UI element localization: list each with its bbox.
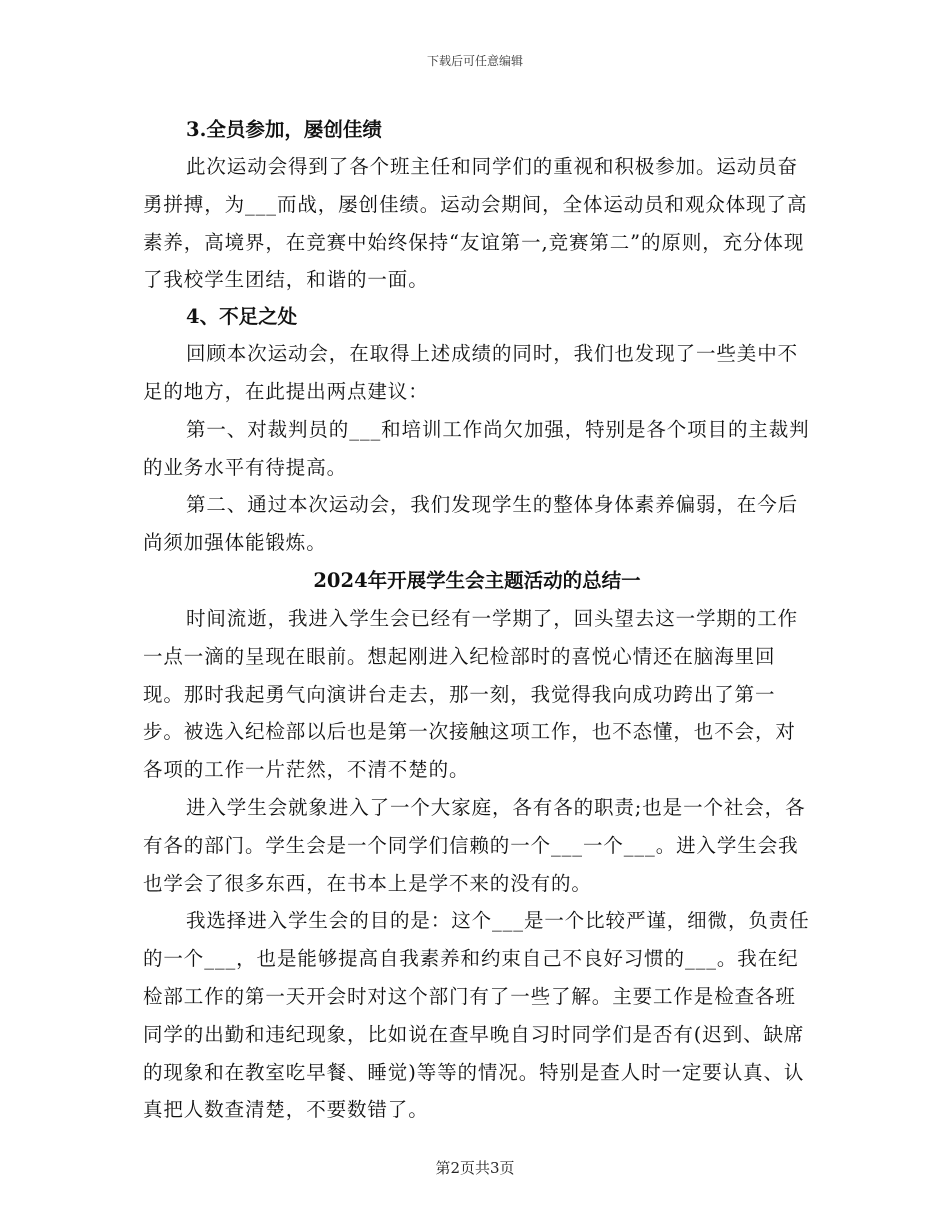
article-paragraph-1: 时间流逝，我进入学生会已经有一学期了，回头望去这一学期的工作一点一滴的呈现在眼前。想起刚进入纪检部时的喜悦心情还在脑海里回现。那时我起勇气向演讲台走去，那一刻，我觉得我向成功跨出了第一步。被选入纪检部以后也是第一次接触这项工作，也不态懂，也不会，对各项的工作一片茫然，不清不楚的。	[143, 606, 799, 782]
article-title: 2024年开展学生会主题活动的总结一	[313, 568, 641, 592]
article-paragraph-2: 进入学生会就象进入了一个大家庭，各有各的职责;也是一个社会，各有各的部门。学生会是一个同学们信赖的一个___一个___。进入学生会我也学会了很多东西，在书本上是学不来的没有的。	[143, 795, 806, 895]
page-header: 下载后可任意编辑	[426, 54, 523, 68]
section-4-paragraph-3: 第二、通过本次运动会，我们发现学生的整体身体素养偏弱，在今后尚须加强体能锻炼。	[143, 493, 799, 555]
document-body	[143, 112, 811, 1129]
section-4-paragraph-2: 第一、对裁判员的___和培训工作尚欠加强，特别是各个项目的主裁判的业务水平有待提高。	[143, 417, 810, 479]
section-heading-3: 3.全员参加，屡创佳绩	[186, 118, 382, 141]
section-3-paragraph: 此次运动会得到了各个班主任和同学们的重视和积极参加。运动员奋勇拼搏，为___而战，屡创佳绩。运动会期间，全体运动员和观众体现了高素养，高境界，在竞赛中始终保持“友谊第一,竞赛第二”的原则，充分体现了我校学生团结，和谐的一面。	[143, 155, 808, 292]
article-paragraph-3: 我选择进入学生会的目的是：这个___是一个比较严谨，细微，负责任的一个___，也是能够提高自我素养和约束自己不良好习惯的___。我在纪检部工作的第一天开会时对这个部门有了一些了解。主要工作是检查各班同学的出勤和违纪现象，比如说在查早晚自习时同学们是否有(迟到、缺席的现象和在教室吃早餐、睡觉)等等的情况。特别是查人时一定要认真、认真把人数查清楚，不要数错了。	[143, 909, 810, 1122]
section-4-paragraph-1: 回顾本次运动会，在取得上述成绩的同时，我们也发现了一些美中不足的地方，在此提出两点建议：	[143, 342, 799, 403]
page-number: 第2页共3页	[435, 1159, 515, 1177]
section-heading-4: 4、不足之处	[186, 305, 298, 329]
